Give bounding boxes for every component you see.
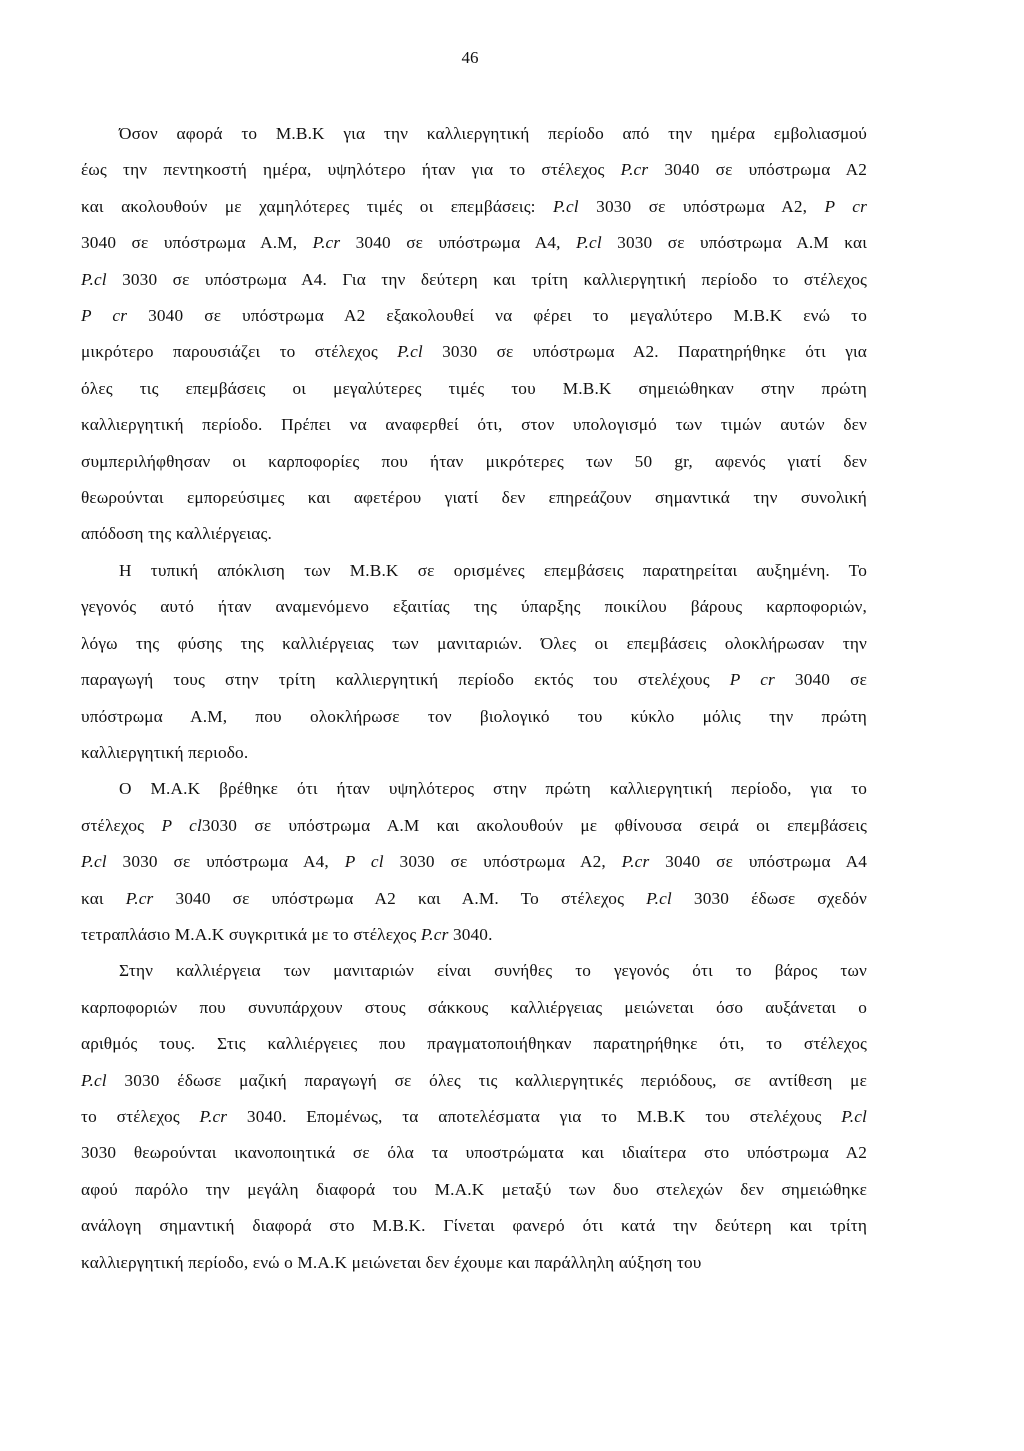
text-line: και P.cr 3040 σε υπόστρωμα Α2 και Α.Μ. Το στέλεχος P.cl 3030 έδωσε σχεδόν [81, 888, 868, 908]
text-line: καρποφοριών που συνυπάρχουν στους σάκκους καλλιέργειας μειώνεται όσο αυξάνεται ο [81, 997, 867, 1017]
text-line: αφού παρόλο την μεγάλη διαφορά του Μ.Α.Κ μεταξύ των δυο στελεχών δεν σημειώθηκε [81, 1179, 867, 1199]
text-line: απόδοση της καλλιέργειας. [81, 524, 272, 544]
text-line: μικρότερο παρουσιάζει το στέλεχος P.cl 3030 σε υπόστρωμα Α2. Παρατηρήθηκε ότι για [81, 342, 867, 362]
text-line: P.cl 3030 σε υπόστρωμα Α4. Για την δεύτερη και τρίτη καλλιεργητική περίοδο το στέλεχος [81, 269, 867, 289]
text-line: θεωρούνται εμπορεύσιμες και αφετέρου γιατί δεν επηρεάζουν σημαντικά την συνολική [81, 488, 867, 508]
text-line: καλλιεργητική περιοδο. [81, 742, 249, 762]
text-line: Η τυπική απόκλιση των Μ.Β.Κ σε ορισμένες επεμβάσεις παρατηρείται αυξημένη. Το [119, 560, 867, 580]
page-number: 46 [461, 48, 479, 67]
text-line: και ακολουθούν με χαμηλότερες τιμές οι επεμβάσεις: P.cl 3030 σε υπόστρωμα Α2, P cr [81, 196, 867, 216]
text-line: όλες τις επεμβάσεις οι μεγαλύτερες τιμές του Μ.Β.Κ σημειώθηκαν στην πρώτη [81, 378, 867, 398]
text-line: P.cl 3030 έδωσε μαζική παραγωγή σε όλες τις καλλιεργητικές περιόδους, σε αντίθεση με [81, 1070, 867, 1090]
text-line: ανάλογη σημαντική διαφορά στο Μ.Β.Κ. Γίνεται φανερό ότι κατά την δεύτερη και τρίτη [81, 1216, 867, 1236]
text-line: P cr 3040 σε υπόστρωμα Α2 εξακολουθεί να φέρει το μεγαλύτερο Μ.Β.Κ ενώ το [81, 306, 868, 326]
body-text [81, 116, 867, 1281]
text-line: τετραπλάσιο Μ.Α.Κ συγκριτικά με το στέλεχος P.cr 3040. [81, 924, 493, 944]
text-line: έως την πεντηκοστή ημέρα, υψηλότερο ήταν για το στέλεχος P.cr 3040 σε υπόστρωμα Α2 [81, 160, 868, 180]
text-line: γεγονός αυτό ήταν αναμενόμενο εξαιτίας της ύπαρξης ποικίλου βάρους καρποφοριών, [81, 597, 867, 617]
text-line: 3030 θεωρούνται ικανοποιητικά σε όλα τα υποστρώματα και ιδιαίτερα στο υπόστρωμα Α2 [81, 1143, 867, 1163]
text-line: καλλιεργητική περίοδο, ενώ ο Μ.Α.Κ μειώνεται δεν έχουμε και παράλληλη αύξηση του [81, 1252, 702, 1272]
text-line: καλλιεργητική περίοδο. Πρέπει να αναφερθεί ότι, στον υπολογισμό των τιμών αυτών δεν [81, 415, 867, 435]
text-line: το στέλεχος P.cr 3040. Επομένως, τα αποτελέσματα για το Μ.Β.Κ του στελέχους P.cl [81, 1106, 867, 1126]
text-line: υπόστρωμα Α.Μ, που ολοκλήρωσε τον βιολογικό του κύκλο μόλις την πρώτη [81, 706, 867, 726]
text-line: 3040 σε υπόστρωμα Α.Μ, P.cr 3040 σε υπόστρωμα Α4, P.cl 3030 σε υπόστρωμα Α.Μ και [81, 233, 867, 253]
text-line: παραγωγή τους στην τρίτη καλλιεργητική περίοδο εκτός του στελέχους P cr 3040 σε [81, 670, 867, 690]
text-line: λόγω της φύσης της καλλιέργειας των μανιταριών. Όλες οι επεμβάσεις ολοκλήρωσαν την [81, 633, 867, 653]
text-line: Ο Μ.Α.Κ βρέθηκε ότι ήταν υψηλότερος στην πρώτη καλλιεργητική περίοδο, για το [119, 779, 867, 799]
text-line: στέλεχος P cl3030 σε υπόστρωμα Α.Μ και ακολουθούν με φθίνουσα σειρά οι επεμβάσεις [81, 815, 867, 835]
text-line: Όσον αφορά το Μ.Β.Κ για την καλλιεργητική περίοδο από την ημέρα εμβολιασμού [119, 124, 867, 143]
text-line: Στην καλλιέργεια των μανιταριών είναι συνήθες το γεγονός ότι το βάρος των [119, 961, 867, 981]
text-line: συμπεριλήφθησαν οι καρποφορίες που ήταν μικρότερες των 50 gr, αφενός γιατί δεν [81, 451, 867, 471]
text-line: P.cl 3030 σε υπόστρωμα Α4, P cl 3030 σε υπόστρωμα Α2, P.cr 3040 σε υπόστρωμα Α4 [81, 852, 867, 872]
text-line: αριθμός τους. Στις καλλιέργειες που πραγματοποιήθηκαν παρατηρήθηκε ότι, το στέλεχος [81, 1034, 867, 1054]
